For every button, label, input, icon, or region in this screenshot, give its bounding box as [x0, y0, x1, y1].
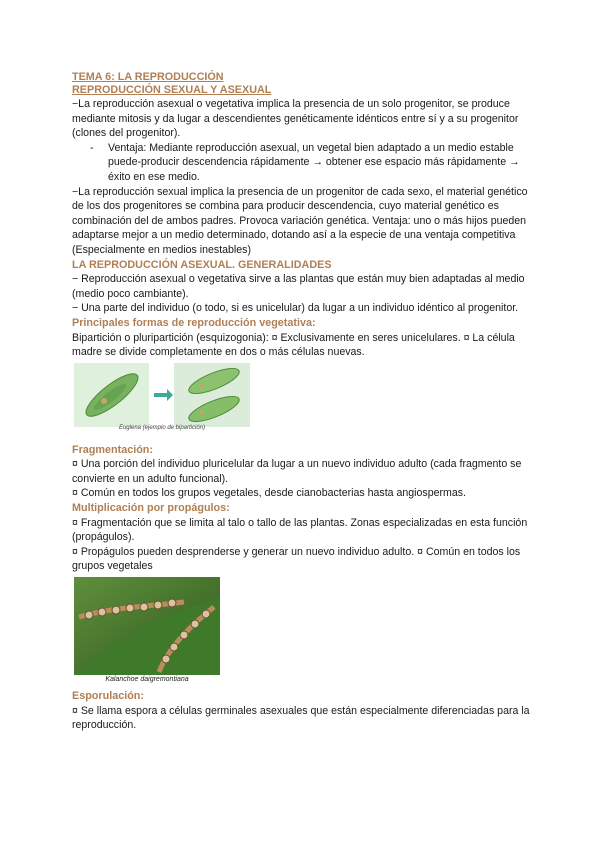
paragraph-generalidades-1: − Reproducción asexual o vegetativa sirve a las plantas que están muy bien adaptadas al medio (medio poco cambiante).: [72, 273, 525, 300]
euglena-image: [74, 363, 250, 437]
kalanchoe-illustration: [74, 577, 220, 685]
bullet-marker: -: [90, 141, 94, 154]
paragraph-sexual: −La reproducción sexual implica la presencia de un progenitor de cada sexo, el material genético de los dos progenitores se combina para producir descendencia, cuyo material genético es combinación del de ambos padres. Provoca variación genética. Ventaja: uno o más hijos pueden adaptarse mejor a un medio determinado, dotando así a la especie de una ventaja competitiva (Especialmente en medios inestables): [72, 185, 528, 256]
section-heading-propagulos: Multiplicación por propágulos:: [72, 502, 230, 515]
paragraph-fragmentacion-1: ¤ Una porción del individuo pluricelular da lugar a un nuevo individuo adulto (cada fragmento se convierte en un adulto funcional).: [72, 458, 522, 485]
bullet-ventaja-text: Ventaja: Mediante reproducción asexual, un vegetal bien adaptado a un medio estable puede-producir descendencia rápidamente → obtener ese espacio más rápidamente → éxito en ese medio.: [108, 141, 520, 183]
paragraph-asexual: −La reproducción asexual o vegetativa implica la presencia de un solo progenitor, se produce mediante mitosis y da lugar a descendientes genéticamente idénticos entre sí y a su progenitor (clones del progenitor).: [72, 98, 519, 140]
bullet-ventaja: [72, 141, 532, 185]
document-page: [72, 71, 532, 733]
euglena-caption: Euglena (ejemplo de bipartición): [118, 425, 206, 432]
section-heading-generalidades: LA REPRODUCCIÓN ASEXUAL. GENERALIDADES: [72, 258, 332, 271]
paragraph-generalidades-2: − Una parte del individuo (o todo, si es unicelular) da lugar a un individuo idéntico al progenitor.: [72, 302, 519, 315]
section-heading-sexual-asexual: REPRODUCCIÓN SEXUAL Y ASEXUAL: [72, 84, 272, 96]
paragraph-biparticion: Bipartición o pluripartición (esquizogonia): ¤ Exclusivamente en seres unicelulares. ¤ La célula madre se divide completamente en dos o más células nuevas.: [72, 331, 515, 359]
section-heading-fragmentacion: Fragmentación:: [72, 443, 153, 456]
paragraph-propagulos-2: ¤ Propágulos pueden desprenderse y generar un nuevo individuo adulto. ¤ Común en todos los grupos vegetales: [72, 545, 521, 573]
paragraph-esporulacion-1: ¤ Se llama espora a células germinales asexuales que están especialmente diferenciadas para la reproducción.: [72, 704, 530, 732]
paragraph-propagulos-1: ¤ Fragmentación que se limita al talo o tallo de las plantas. Zonas especializadas en esta función (propágulos).: [72, 516, 528, 544]
section-heading-formas: Principales formas de reproducción vegetativa:: [72, 316, 316, 329]
section-heading-esporulacion: Esporulación:: [72, 690, 144, 703]
document-title: TEMA 6: LA REPRODUCCIÓN: [72, 71, 224, 83]
paragraph-fragmentacion-2: ¤ Común en todos los grupos vegetales, desde cianobacterias hasta angiospermas.: [72, 487, 466, 500]
kalanchoe-caption: Kalanchoe daigremontiana: [74, 675, 220, 685]
kalanchoe-image: [74, 577, 220, 685]
